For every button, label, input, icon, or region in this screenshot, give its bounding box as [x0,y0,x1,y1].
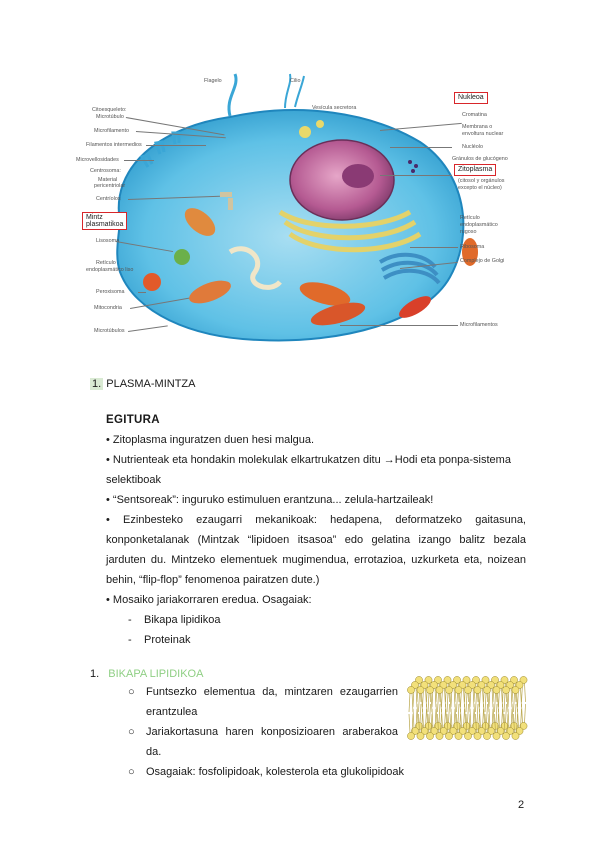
centriole [220,192,232,197]
bilayer-item-3: Osagaiak: fosfolipidoak, kolesterola eta glukolipidoak [146,766,405,778]
label-smooth-er-2: endoplasmático liso [86,267,134,273]
phospholipid-head [474,686,481,693]
label-box-membrane-line1: Mintz [86,214,103,221]
label-microtubules: Microtúbulos [94,328,125,334]
phospholipid-head [455,732,462,739]
section-1-title: PLASMA-MINTZA [106,378,196,390]
label-flagellum: Flagelo [204,78,222,84]
lysosome [174,249,190,265]
label-peroxisome: Peroxisoma [96,289,125,295]
nucleolus [342,164,374,188]
nucleus [290,140,394,220]
label-rough-er-3: rugoso [460,229,477,235]
section-2-number: 1. [90,668,100,680]
structure-bullet-4-line-2: konponketalanak (Mintzak “lipidoen itsasoa” edo gelatina izango balitz bezala [106,534,526,546]
phospholipid-head [445,686,452,693]
structure-bullet-2-line-2: selektiboak [106,474,162,486]
label-box-nucleus: Nukleoa [454,92,488,104]
label-nuclear-membrane-2: envoltura nuclear [462,131,504,137]
label-centrosome: Centrosoma: [90,168,121,174]
component-item-2: Proteinak [144,634,191,646]
structure-bullet-1: • Zitoplasma inguratzen duen hesi malgua. [106,434,315,446]
bullet-circle-3: ○ [128,766,135,778]
structure-heading: EGITURA [106,414,160,426]
flagellum [229,74,236,116]
bilayer-item-1-line-1: Funtsezko elementua da, mintzaren ezaugarrien [146,686,398,698]
label-microvilli: Microvellosidades [76,157,119,163]
label-glycogen: Gránulos de glucógeno [452,156,508,162]
phospholipid-head [483,732,490,739]
centriole [228,198,233,210]
phospholipid-head [502,686,509,693]
label-box-membrane-line2: plasmatikoa [86,221,124,228]
phospholipid-head [483,686,490,693]
label-intermediate-filaments: Filamentos intermedios [86,142,142,148]
secretory-vesicle [299,126,311,138]
phospholipid-head [436,732,443,739]
lipid-bilayer-illustration [404,674,528,756]
phospholipid-head [464,732,471,739]
phospholipid-head [426,732,433,739]
dash-1: - [128,614,132,626]
label-box-cytoplasm: Zitoplasma [454,164,496,176]
phospholipid-head [493,732,500,739]
section-1-number: 1. [92,378,102,390]
peroxisome [143,273,161,291]
phospholipid-head [417,732,424,739]
phospholipid-head [512,732,519,739]
phospholipid-head [407,732,414,739]
label-ribosome: Ribosoma [460,244,485,250]
label-cytosol-2: excepto el núcleo) [458,185,502,191]
phospholipid-head [455,686,462,693]
label-box-membrane [82,212,127,230]
bilayer-item-2-line-2: da. [146,746,162,758]
bullet-circle-2: ○ [128,726,135,738]
label-nuclear-membrane-1: Membrana o [462,124,493,130]
bilayer-item-2-line-1: Jariakortasuna haren konposizioaren araberakoa [146,726,398,738]
label-pericentriolar-2: pericentriolar [94,183,126,189]
phospholipid-head [502,732,509,739]
section-2-title: BIKAPA LIPIDIKOA [108,668,204,680]
structure-bullet-4-line-4: behin, “flip-flop” fenomenoa pairatzen dute.) [106,574,320,586]
structure-bullet-4-line-3: jarduten du. Mintzeko elementuek mugimendua, errotazioa, uzkurketa eta, noizean [106,554,526,566]
phospholipid-head [493,686,500,693]
label-microtubule: Microtúbulo [96,114,124,120]
dash-2: - [128,634,132,646]
label-cytoskeleton: Citoesqueleto: [92,107,127,113]
label-nucleolus: Nucléolo [462,144,483,150]
label-rough-er-1: Retículo [460,215,480,221]
bilayer-item-1-line-2: erantzulea [146,706,198,718]
label-cilium: Cilio [290,78,301,84]
structure-bullet-2-line-1: • Nutrienteak eta hondakin molekulak elkartrukatzen ditu →Hodi eta ponpa-sistema [106,454,511,466]
label-smooth-er-1: Retículo [96,260,116,266]
phospholipid-head [445,732,452,739]
label-mitochondrion: Mitocondria [94,305,122,311]
section-2-header [90,668,203,680]
component-item-1: Bikapa lipidikoa [144,614,221,626]
label-microfilament: Microfilamento [94,128,130,134]
label-centrioles: Centríolos [96,196,121,202]
phospholipid-head [407,686,414,693]
label-cytosol-1: (citosol y orgánulos [458,178,505,184]
label-rough-er-2: endoplasmático [460,222,498,228]
phospholipid-head [426,686,433,693]
label-microfilaments: Microfilamentos [460,322,498,328]
section-1-header [90,378,195,390]
phospholipid-head [464,686,471,693]
secretory-vesicle [316,120,324,128]
phospholipid-head [436,686,443,693]
label-secretory-vesicle: Vesícula secretora [312,105,357,111]
page-number: 2 [518,799,525,811]
structure-bullet-5: • Mosaiko jariakorraren eredua. Osagaiak: [106,594,312,606]
label-lysosome: Lisosoma [96,238,120,244]
structure-bullet-4-line-1: • Ezinbesteko ezaugarri mekanikoak: hedapena, deformatzeko gaitasuna, [106,514,526,526]
cell-diagram [76,72,520,352]
phospholipid-head [474,732,481,739]
label-pericentriolar-1: Material [98,177,118,183]
structure-bullet-3: • “Sentsoreak”: inguruko estimuluen erantzuna... zelula-hartzaileak! [106,494,434,506]
label-chromatin: Cromatina [462,112,487,118]
phospholipid-head [512,686,519,693]
bullet-circle-1: ○ [128,686,135,698]
cell-illustration [80,72,520,352]
label-golgi: Complejo de Golgi [460,258,505,264]
phospholipid-head [417,686,424,693]
